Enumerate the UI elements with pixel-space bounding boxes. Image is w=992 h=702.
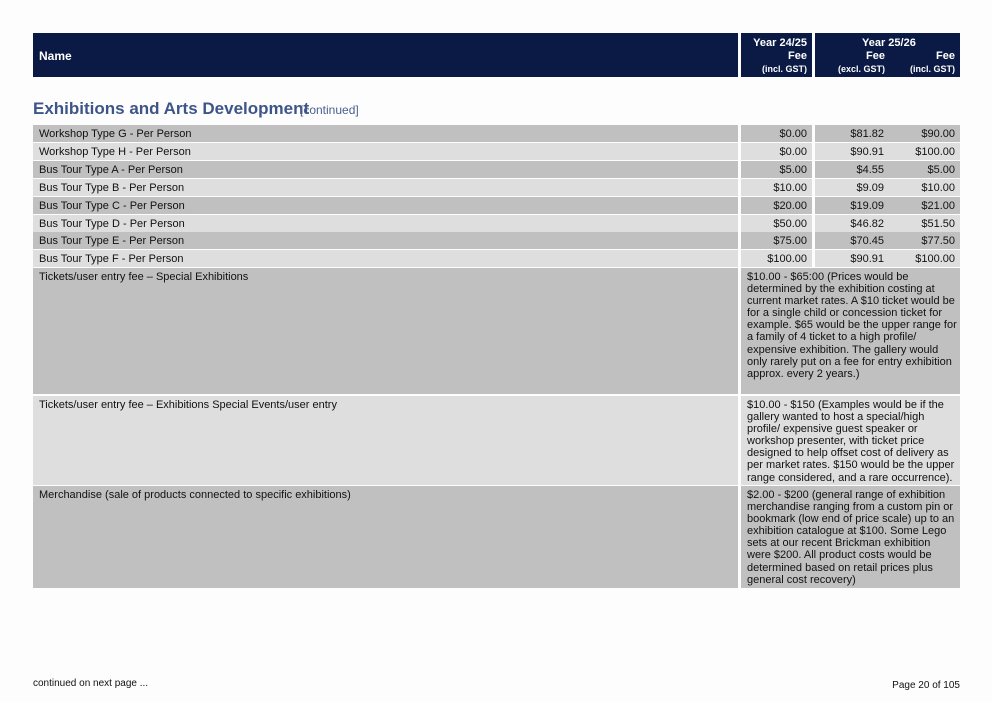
section-title: Exhibitions and Arts Development	[33, 99, 310, 118]
table-row	[33, 232, 960, 249]
fee-25-26-incl: $77.50	[921, 235, 955, 247]
header-year2-label: Year 25/26	[862, 37, 916, 49]
table-row	[33, 161, 960, 178]
fee-25-26-excl: $9.09	[856, 182, 884, 194]
column-header-year-24-25	[741, 33, 812, 77]
fee-25-26-incl: $21.00	[921, 200, 955, 212]
header-name-label: Name	[39, 49, 72, 63]
fee-25-26-excl: $90.91	[850, 253, 884, 265]
row-name: Workshop Type H - Per Person	[39, 146, 191, 158]
fee-25-26-incl: $100.00	[915, 146, 955, 158]
table-row	[33, 125, 960, 142]
header-year2-gst-excl: (excl. GST)	[838, 64, 886, 74]
row-name: Bus Tour Type A - Per Person	[39, 164, 183, 176]
page-number: Page 20 of 105	[892, 680, 960, 691]
fee-25-26-excl: $81.82	[850, 128, 884, 140]
fee-25-26-incl: $5.00	[927, 164, 955, 176]
header-year1-fee: Fee	[788, 50, 807, 62]
row-name: Bus Tour Type C - Per Person	[39, 200, 185, 212]
row-name: Merchandise (sale of products connected to specific exhibitions)	[39, 489, 351, 501]
fee-description: $10.00 - $65:00 (Prices would be determined by the exhibition costing at current market rates. A $10 ticket would be for a single child or concession ticket for example. $65 would be the upper range for a family of 4 ticket to a high profile/ expensive exhibition. The gallery would only rarely put on a fee for entry exhibition approx. every 2 years.)	[747, 271, 957, 380]
row-name: Tickets/user entry fee – Special Exhibitions	[39, 271, 249, 283]
table-row-description	[33, 396, 960, 485]
header-year2-gst-incl: (incl. GST)	[910, 64, 955, 74]
table-row-description	[33, 268, 960, 394]
table-row	[33, 250, 960, 267]
fee-24-25: $0.00	[779, 146, 807, 158]
fee-24-25: $20.00	[773, 200, 807, 212]
column-header-name	[33, 33, 738, 77]
fee-25-26-excl: $19.09	[850, 200, 884, 212]
fee-24-25: $10.00	[773, 182, 807, 194]
row-name: Workshop Type G - Per Person	[39, 128, 192, 140]
fee-24-25: $50.00	[773, 218, 807, 230]
header-year1-label: Year 24/25	[753, 37, 807, 49]
fee-description: $2.00 - $200 (general range of exhibition merchandise ranging from a custom pin or bookmark (low end of price scale) up to an exhibition catalogue at $100. Some Lego sets at our recent Brickman exhibition were $200. All product costs would be determined based on retail prices plus general cost recovery)	[747, 489, 955, 586]
continued-footer: continued on next page ...	[33, 678, 149, 689]
fee-24-25: $0.00	[779, 128, 807, 140]
row-name: Bus Tour Type F - Per Person	[39, 253, 184, 265]
fee-25-26-excl: $46.82	[850, 218, 884, 230]
fee-25-26-incl: $10.00	[921, 182, 955, 194]
table-row	[33, 179, 960, 196]
fee-25-26-incl: $51.50	[921, 218, 955, 230]
row-name: Bus Tour Type B - Per Person	[39, 182, 185, 194]
fee-24-25: $5.00	[779, 164, 807, 176]
fee-24-25: $75.00	[773, 235, 807, 247]
fee-description: $10.00 - $150 (Examples would be if the gallery wanted to host a special/high profile/ expensive guest speaker or workshop presenter, with ticket price designed to help offset cost of delivery as per market rates. $150 would be the upper range considered, and a rare occurrence).	[747, 399, 955, 484]
section-continued-label: [continued]	[300, 103, 359, 117]
column-header-year-25-26	[815, 33, 960, 77]
header-year2-fee-incl: Fee	[936, 50, 955, 62]
table-row-description	[33, 486, 960, 588]
header-year1-gst: (incl. GST)	[762, 64, 807, 74]
row-name: Bus Tour Type D - Per Person	[39, 218, 185, 230]
fee-25-26-excl: $70.45	[850, 235, 884, 247]
table-row	[33, 143, 960, 160]
table-row	[33, 215, 960, 232]
header-year2-fee-excl: Fee	[866, 50, 885, 62]
fee-25-26-incl: $100.00	[915, 253, 955, 265]
fee-24-25: $100.00	[767, 253, 807, 265]
fee-25-26-incl: $90.00	[921, 128, 955, 140]
fee-25-26-excl: $4.55	[856, 164, 884, 176]
row-name: Tickets/user entry fee – Exhibitions Special Events/user entry	[39, 399, 337, 411]
table-row	[33, 197, 960, 214]
row-name: Bus Tour Type E - Per Person	[39, 235, 185, 247]
fee-25-26-excl: $90.91	[850, 146, 884, 158]
